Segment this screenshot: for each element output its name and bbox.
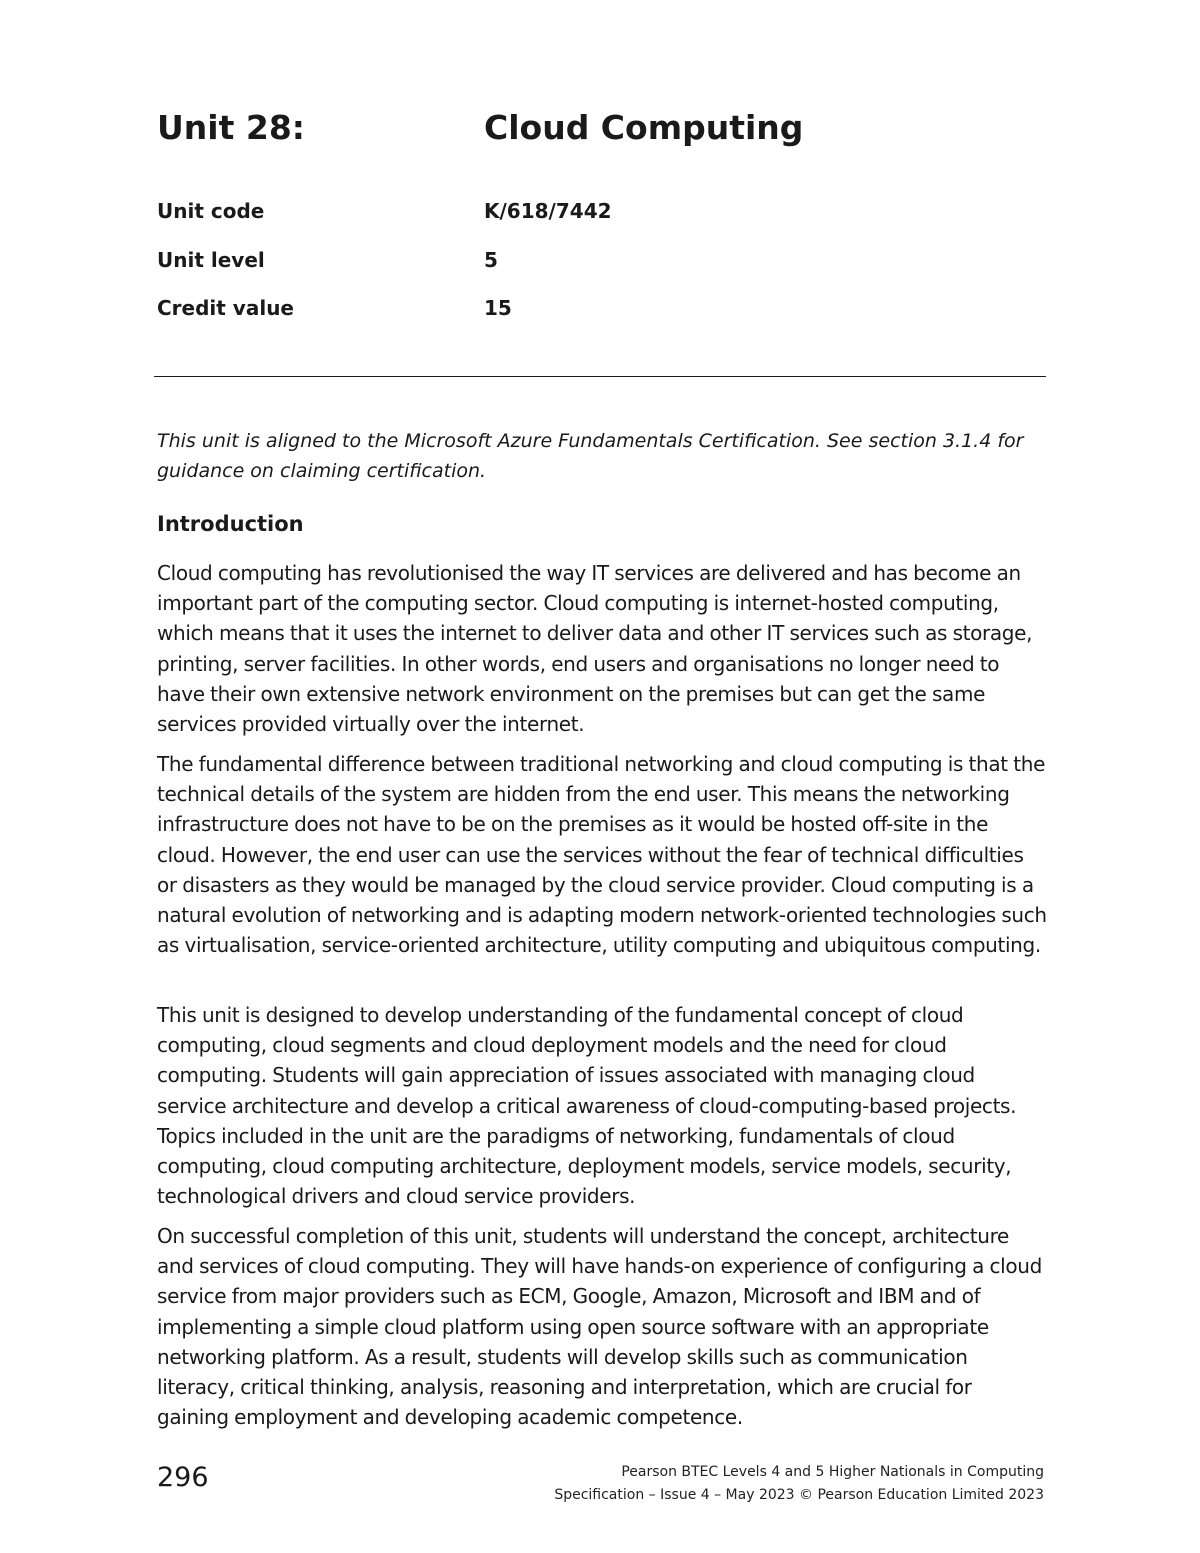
meta-row-unit-code <box>157 199 857 229</box>
unit-title: Cloud Computing <box>484 108 804 147</box>
meta-value: K/618/7442 <box>484 199 612 223</box>
intro-paragraph-4: On successful completion of this unit, students will understand the concept, architecture and services of cloud computing. They will have hands-on experience of configuring a cloud service from major providers such as ECM, Google, Amazon, Microsoft and IBM and of implementing a simple cloud platform using open source software with an appropriate networking platform. As a result, students will develop skills such as communication literacy, critical thinking, analysis, reasoning and interpretation, which are crucial for gaining employment and developing academic competence. <box>157 1224 1042 1430</box>
meta-label: Unit level <box>157 248 265 272</box>
footer-line-2: Specification – Issue 4 – May 2023 © Pearson Education Limited 2023 <box>554 1487 1044 1503</box>
meta-label: Unit code <box>157 199 265 223</box>
unit-number: Unit 28: <box>157 108 305 147</box>
meta-label: Credit value <box>157 296 294 320</box>
intro-paragraph-1: Cloud computing has revolutionised the way IT services are delivered and has become an important part of the computing sector. Cloud computing is internet-hosted computing, which means that it uses the internet to deliver data and other IT services such as storage, printing, server facilities. In other words, end users and organisations no longer need to have their own extensive network environment on the premises but can get the same services provided virtually over the internet. <box>157 561 1033 737</box>
unit-heading <box>157 108 1047 158</box>
page-footer <box>444 1461 1044 1507</box>
page-number: 296 <box>157 1462 209 1493</box>
introduction-heading: Introduction <box>157 512 304 536</box>
certification-note: This unit is aligned to the Microsoft Azure Fundamentals Certification. See section 3.1.4 for guidance on claiming certification. <box>157 430 1024 482</box>
meta-value: 5 <box>484 248 498 272</box>
meta-row-credit-value <box>157 296 857 326</box>
section-divider <box>154 376 1046 377</box>
intro-paragraph-3: This unit is designed to develop understanding of the fundamental concept of cloud computing, cloud segments and cloud deployment models and the need for cloud computing. Students will gain appreciation of issues associated with managing cloud service architecture and develop a critical awareness of cloud-computing-based projects. Topics included in the unit are the paradigms of networking, fundamentals of cloud computing, cloud computing architecture, deployment models, service models, security, technological drivers and cloud service providers. <box>157 1003 1017 1209</box>
meta-row-unit-level <box>157 248 857 278</box>
meta-value: 15 <box>484 296 512 320</box>
footer-line-1: Pearson BTEC Levels 4 and 5 Higher Nationals in Computing <box>621 1464 1044 1480</box>
intro-paragraph-2: The fundamental difference between traditional networking and cloud computing is that the technical details of the system are hidden from the end user. This means the networking infrastructure does not have to be on the premises as it would be hosted off-site in the cloud. However, the end user can use the services without the fear of technical difficulties or disasters as they would be managed by the cloud service provider. Cloud computing is a natural evolution of networking and is adapting modern network-oriented technologies such as virtualisation, service-oriented architecture, utility computing and ubiquitous computing. <box>157 752 1047 958</box>
